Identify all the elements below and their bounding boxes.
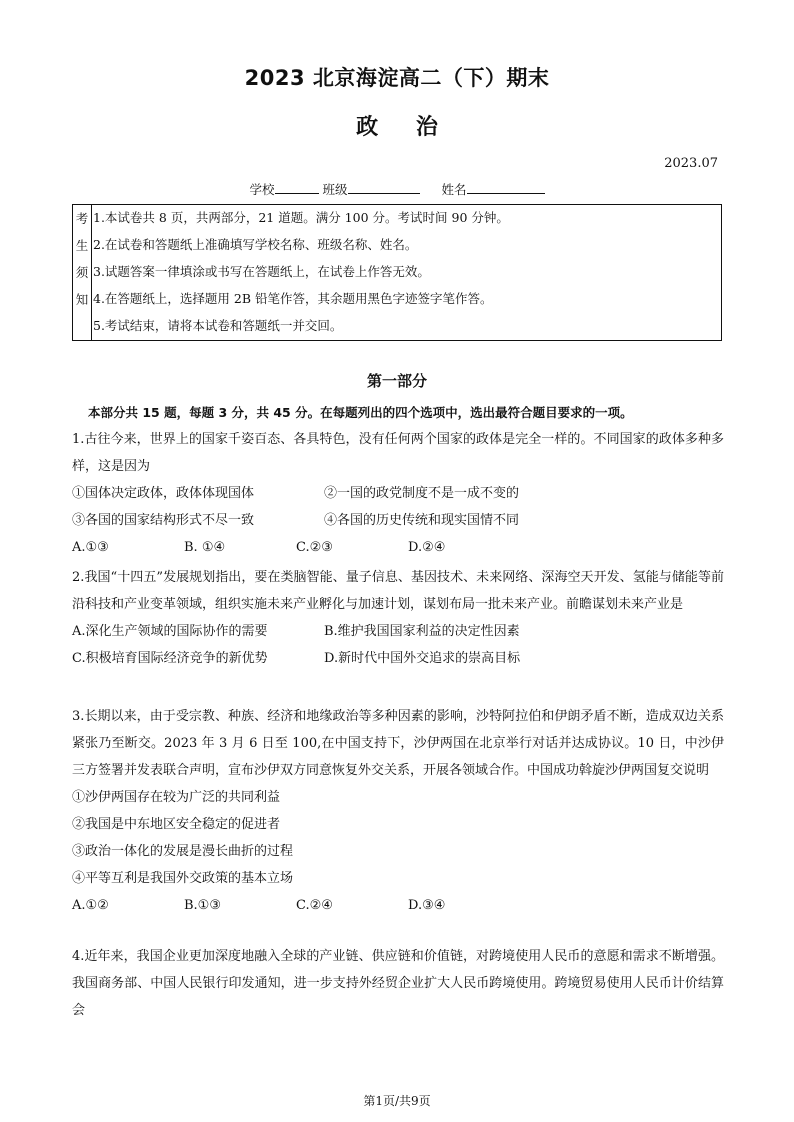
notice-items [92, 205, 721, 340]
notice-item: 2.在试卷和答题纸上准确填写学校名称、班级名称、姓名。 [93, 237, 418, 252]
option-d: D.③④ [408, 898, 446, 913]
question-stem: 3.长期以来，由于受宗教、种族、经济和地缘政治等多种因素的影响，沙特阿拉伯和伊朗矛盾不断，造成双边关系紧张乃至断交。2023 年 3 月 6 日至 100,在中国支持下，沙伊两国在北京举行对话并达成协议。10 日，中沙伊三方签署并发表联合声明，宣布沙伊双方同意恢复外交关系，开展各领域合作。中国成功斡旋沙伊两国复交说明 [72, 709, 724, 778]
statement: ④各国的历史传统和现实国情不同 [324, 513, 520, 528]
exam-title: 2023 北京海淀高二（下）期末 [244, 66, 550, 90]
part-title: 第一部分 [366, 372, 427, 390]
name-label: 姓名 [441, 182, 467, 197]
notice-item: 3.试题答案一律填涂或书写在答题纸上，在试卷上作答无效。 [93, 264, 430, 279]
page-number: 第1页/共9页 [363, 1094, 431, 1108]
notice-side-label: 考 生 须 知 [73, 205, 92, 340]
notice-item: 4.在答题纸上，选择题用 2B 铅笔作答，其余题用黑色字迹签字笔作答。 [93, 291, 493, 306]
option-b: B.①③ [184, 898, 221, 913]
statement: ①国体决定政体，政体体现国体 [72, 486, 255, 501]
statement: ③政治一体化的发展是漫长曲折的过程 [72, 844, 294, 859]
statement: ④平等互利是我国外交政策的基本立场 [72, 871, 294, 886]
school-blank[interactable] [275, 181, 319, 194]
class-blank[interactable] [348, 181, 420, 194]
exam-date: 2023.07 [664, 156, 718, 171]
option-a: A.①③ [72, 540, 109, 555]
option-a: A.深化生产领域的国际协作的需要 [72, 624, 268, 639]
statement: ②一国的政党制度不是一成不变的 [324, 486, 520, 501]
question-stem: 1.古往今来，世界上的国家千姿百态、各具特色，没有任何两个国家的政体是完全一样的。不同国家的政体多种多样，这是因为 [72, 432, 724, 474]
notice-item: 1.本试卷共 8 页，共两部分，21 道题。满分 100 分。考试时间 90 分钟。 [93, 210, 509, 225]
statement: ②我国是中东地区安全稳定的促进者 [72, 817, 281, 832]
option-b: B. ①④ [184, 540, 226, 555]
notice-item: 5.考试结束，请将本试卷和答题纸一并交回。 [93, 318, 343, 333]
statement: ③各国的国家结构形式不尽一致 [72, 513, 255, 528]
student-info-line [0, 180, 794, 198]
question-2 [72, 564, 724, 672]
question-4 [72, 943, 724, 1024]
option-c: C.②④ [296, 898, 333, 913]
school-label: 学校 [249, 182, 275, 197]
option-b: B.维护我国国家利益的决定性因素 [324, 624, 520, 639]
question-3 [72, 703, 724, 919]
option-a: A.①② [72, 898, 109, 913]
option-c: C.②③ [296, 540, 333, 555]
question-stem: 4.近年来，我国企业更加深度地融入全球的产业链、供应链和价值链，对跨境使用人民币的意愿和需求不断增强。我国商务部、中国人民银行印发通知，进一步支持外经贸企业扩大人民币跨境使用。跨境贸易使用人民币计价结算会 [72, 949, 724, 1018]
question-1 [72, 426, 724, 561]
option-d: D.新时代中国外交追求的崇高目标 [324, 651, 521, 666]
class-label: 班级 [322, 182, 348, 197]
subject-title: 政 治 [356, 115, 438, 140]
exam-notice-box [72, 204, 722, 341]
question-stem: 2.我国“十四五”发展规划指出，要在类脑智能、量子信息、基因技术、未来网络、深海空天开发、氢能与储能等前沿科技和产业变革领域，组织实施未来产业孵化与加速计划，谋划布局一批未来产业。前瞻谋划未来产业是 [72, 570, 724, 612]
option-d: D.②④ [408, 540, 446, 555]
statement: ①沙伊两国存在较为广泛的共同利益 [72, 790, 281, 805]
name-blank[interactable] [467, 181, 545, 194]
option-c: C.积极培育国际经济竞争的新优势 [72, 651, 268, 666]
part-intro: 本部分共 15 题，每题 3 分，共 45 分。在每题列出的四个选项中，选出最符合题目要求的一项。 [88, 405, 633, 420]
